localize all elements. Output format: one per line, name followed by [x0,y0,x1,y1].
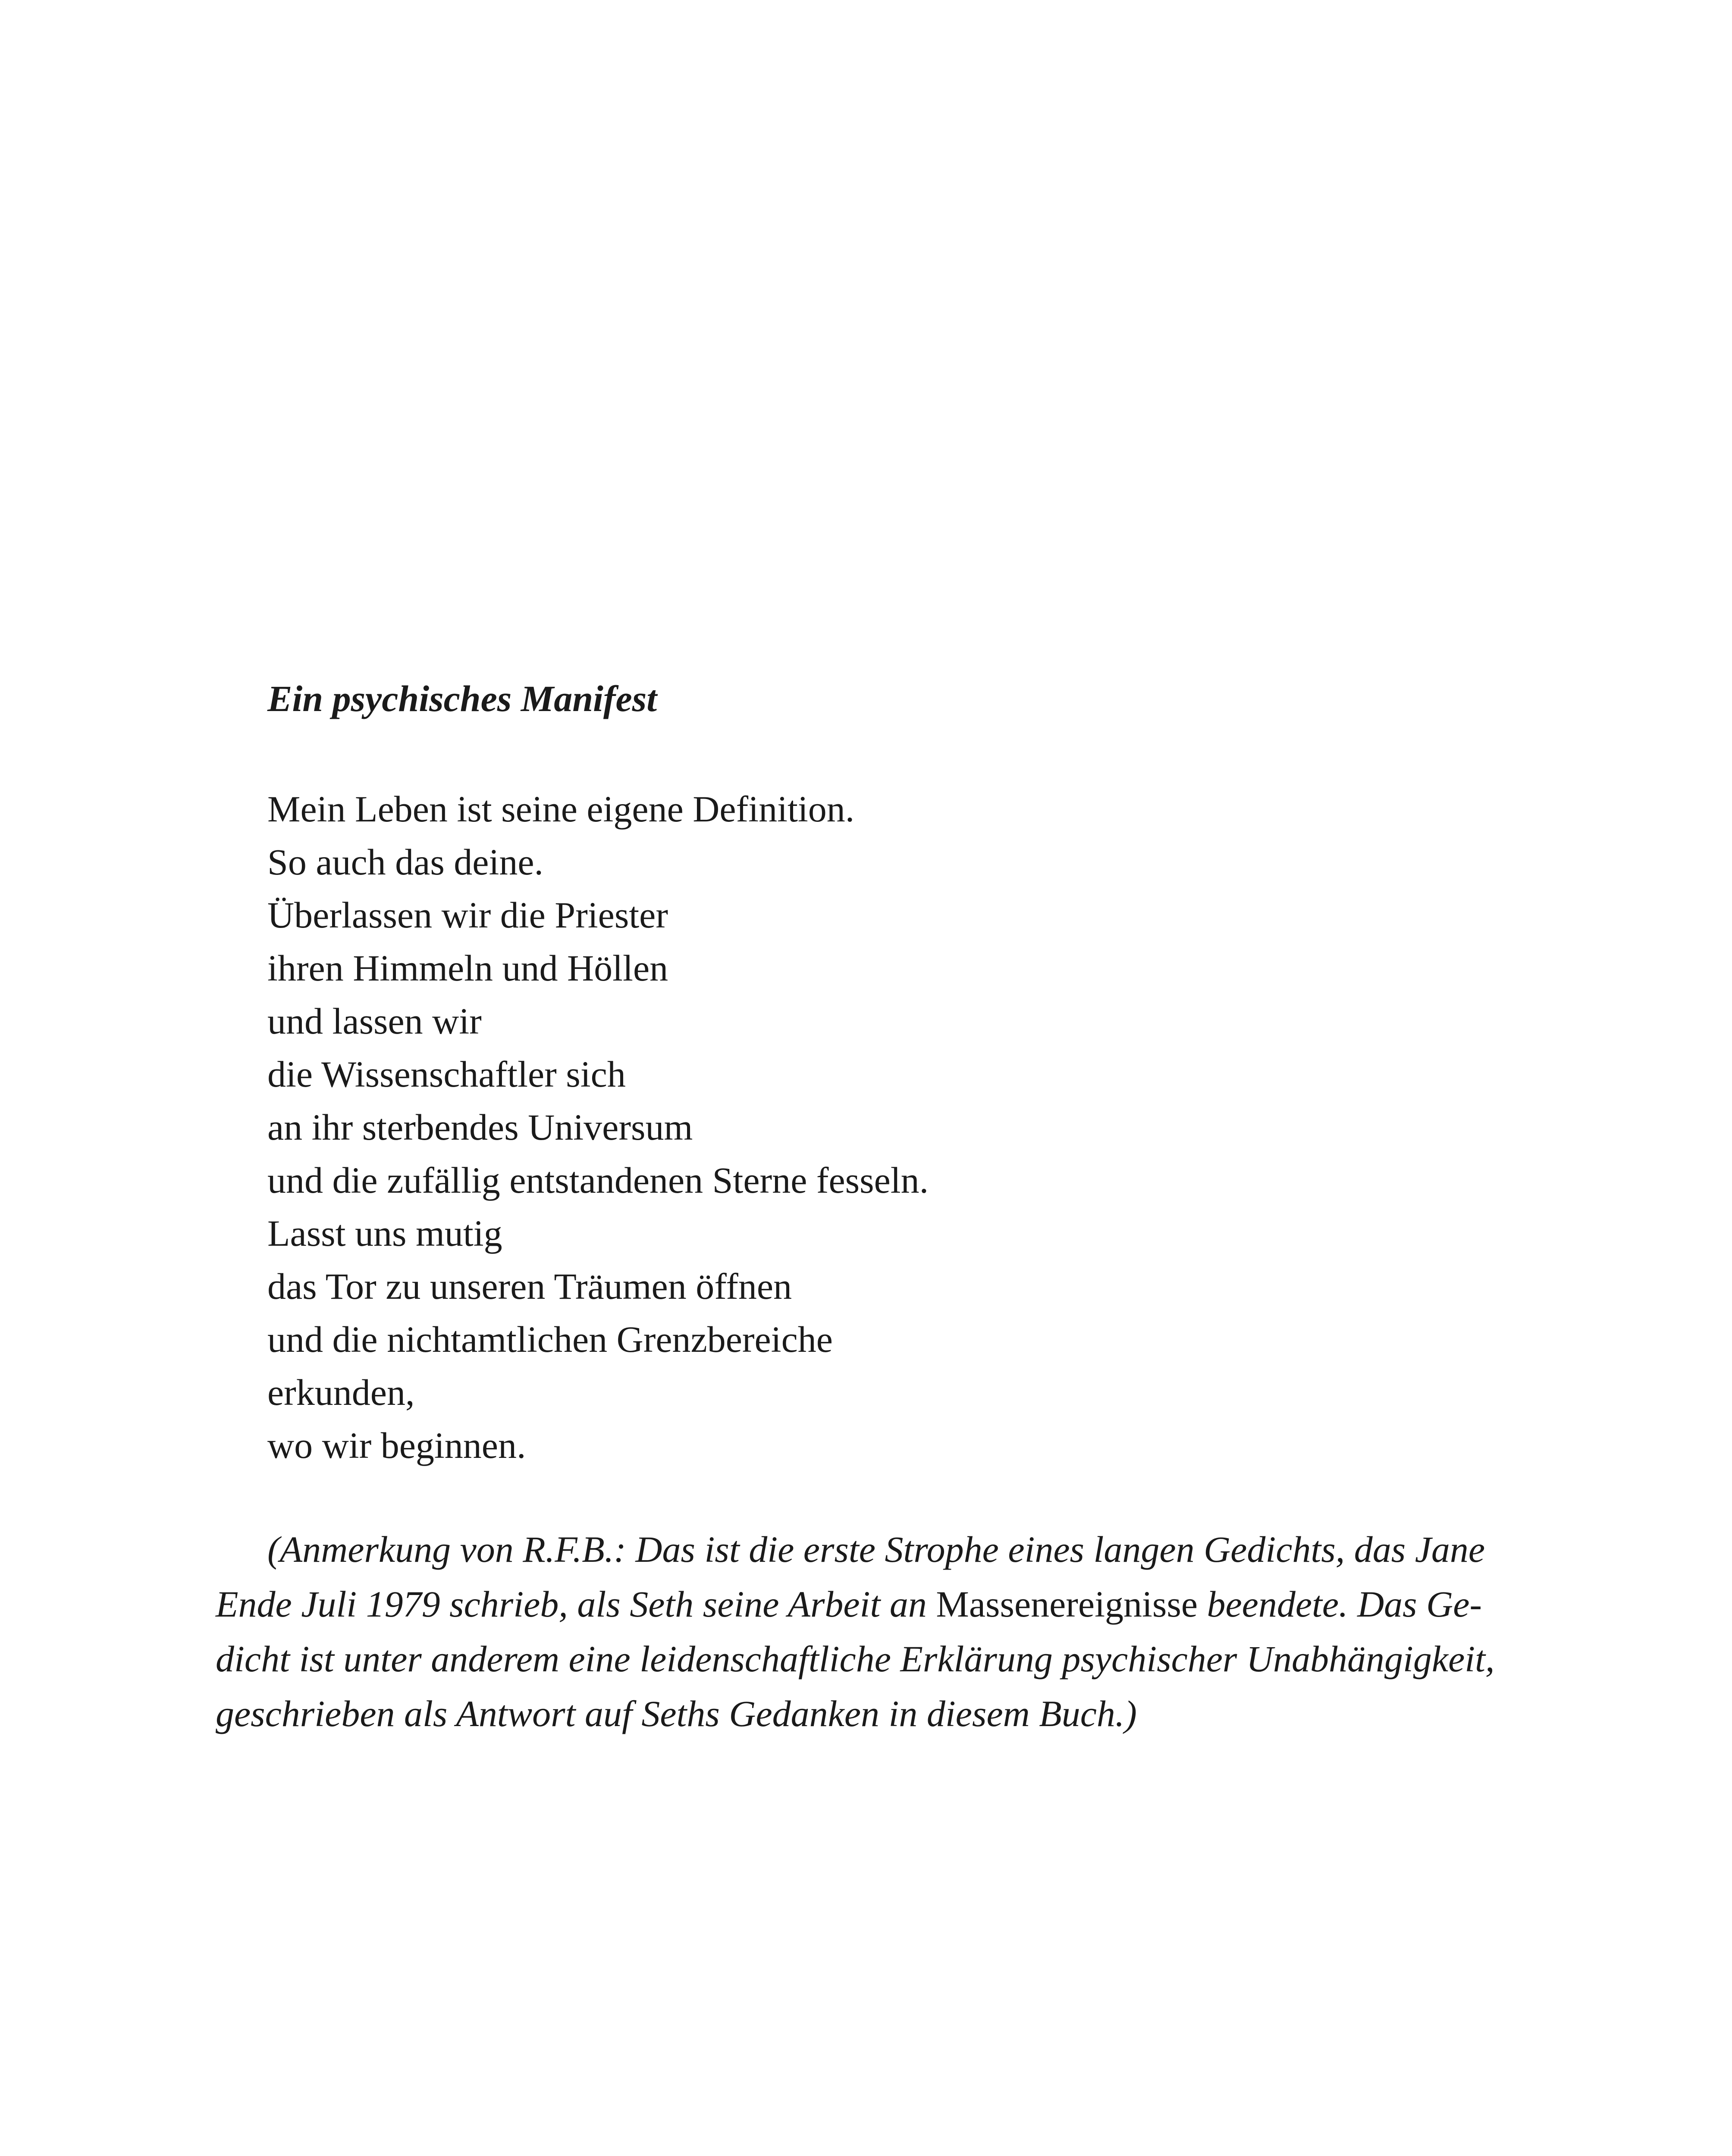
note-text: beendete. Das Ge- [1198,1583,1482,1625]
poem-line: So auch das deine. [267,841,544,883]
note-line: geschrieben als Antwort auf Seths Gedanken in diesem Buch.) [216,1693,1137,1734]
poem-line: und lassen wir [267,1000,482,1042]
poem-line: und die zufällig entstandenen Sterne fesseln. [267,1159,929,1201]
poem-line: das Tor zu unseren Träumen öffnen [267,1266,792,1307]
editor-note [216,1522,1527,1741]
poem-line: die Wissenschaftler sich [267,1053,626,1095]
poem-line: ihren Himmeln und Höllen [267,947,668,989]
poem-line: an ihr sterbendes Universum [267,1106,693,1148]
poem-stanza [267,783,929,1472]
poem-line: wo wir beginnen. [267,1425,526,1466]
note-line [216,1577,1527,1632]
poem-line: Mein Leben ist seine eigene Definition. [267,788,855,830]
poem-line: und die nichtamtlichen Grenzbereiche [267,1319,833,1360]
note-line: dicht ist unter anderem eine leidenschaftliche Erklärung psychischer Unabhängigkeit, [216,1638,1495,1680]
book-title: Massenereignisse [936,1583,1198,1625]
note-text: Ende Juli 1979 schrieb, als Seth seine Arbeit an [216,1583,936,1625]
poem-line: Überlassen wir die Priester [267,894,668,936]
poem-line: Lasst uns mutig [267,1213,502,1254]
note-line: (Anmerkung von R.F.B.: Das ist die erste Strophe eines langen Gedichts, das Jane [267,1529,1485,1570]
poem-title: Ein psychisches Manifest [267,678,657,719]
poem-line: erkunden, [267,1372,415,1413]
